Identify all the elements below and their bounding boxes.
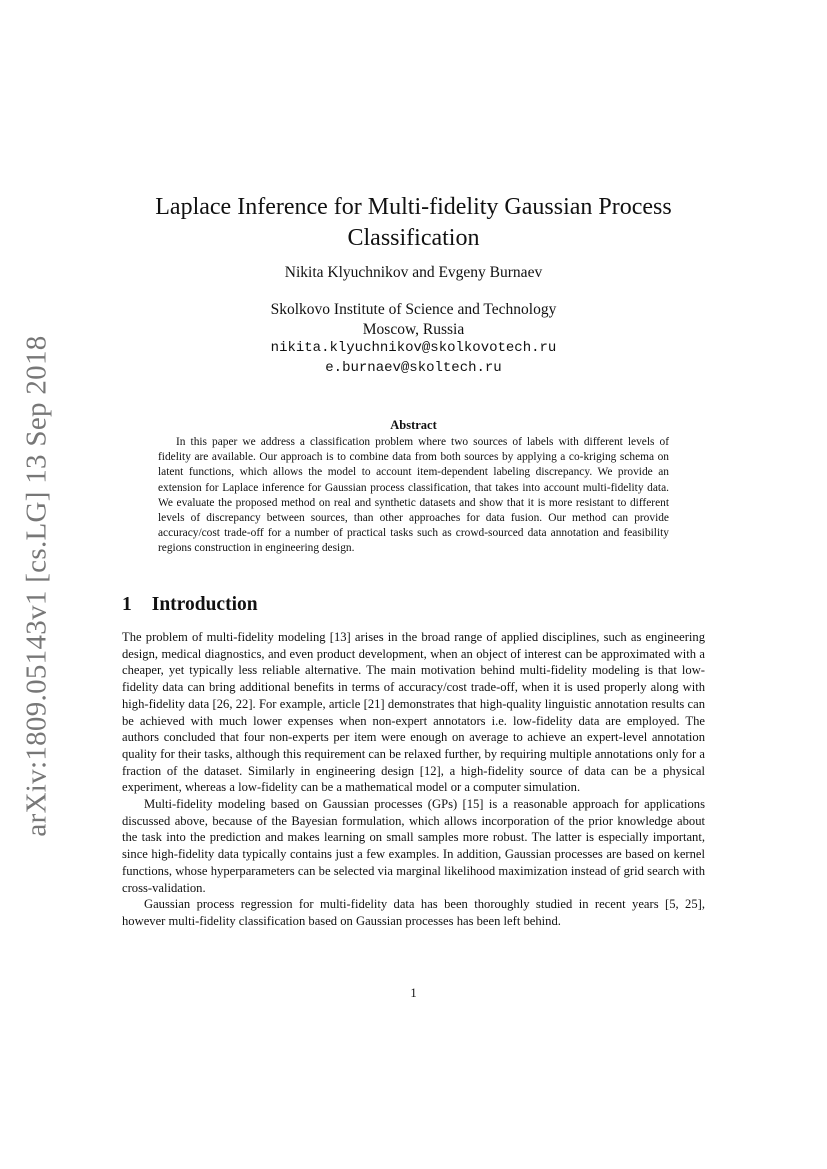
body-paragraph-2: Multi-fidelity modeling based on Gaussian processes (GPs) [15] is a reasonable approach for applications discussed above, because of the Bayesian formulation, which allows incorporation of the prior knowledge about the task into the prediction and makes learning on small samples more robust. The latter is especially important, since high-fidelity data typically contains just a few examples. In addition, Gaussian processes are based on kernel functions, whose hyperparameters can be selected via marginal likelihood maximization instead of grid search with cross-validation. — [122, 797, 705, 895]
author-email-2: e.burnaev@skoltech.ru — [325, 359, 502, 376]
page-number: 1 — [410, 986, 417, 1000]
paper-title-line-2: Classification — [347, 225, 480, 251]
paper-title-line-1: Laplace Inference for Multi-fidelity Gaussian Process — [155, 194, 672, 220]
body-paragraph-1: The problem of multi-fidelity modeling [13] arises in the broad range of applied disciplines, such as engineering design, medical diagnostics, and even product development, when an object of interest can be approximated with a cheaper, yet typically less reliable alternative. The main motivation behind multi-fidelity modeling is that low-fidelity data can bring additional benefits in terms of accuracy/cost trade-off, when it is used properly along with high-fidelity data [26, 22]. For example, article [21] demonstrates that high-quality linguistic annotation results can be achieved with much lower expenses when non-expert annotators i.e. low-fidelity data are employed. The authors concluded that four non-experts per item were enough on average to achieve an expert-level annotation quality for their tasks, although this requirement can be relaxed further, by requiring multiple annotations only for a fraction of the dataset. Similarly in engineering design [12], a high-fidelity source of data can be a physical experiment, whereas a low-fidelity can be a mathematical model or a computer simulation. — [122, 630, 705, 795]
paper-authors: Nikita Klyuchnikov and Evgeny Burnaev — [284, 264, 543, 281]
author-affiliation-block — [122, 300, 705, 378]
paper-title — [122, 192, 705, 254]
introduction-body — [122, 629, 705, 930]
affiliation-location: Moscow, Russia — [362, 320, 465, 338]
author-email-1: nikita.klyuchnikov@skolkovotech.ru — [270, 340, 557, 356]
abstract-heading: Abstract — [390, 418, 437, 432]
affiliation-institution: Skolkovo Institute of Science and Technology — [270, 301, 557, 318]
body-paragraph-3: Gaussian process regression for multi-fidelity data has been thoroughly studied in recent years [5, 25], however multi-fidelity classification based on Gaussian processes has been left behind. — [122, 897, 705, 928]
section-number: 1 — [122, 594, 132, 615]
section-title: Introduction — [151, 594, 258, 615]
section-heading-introduction — [122, 594, 258, 616]
abstract-text: In this paper we address a classification problem where two sources of labels with different levels of fidelity are available. Our approach is to combine data from both sources by applying a co-kriging schema on latent functions, which allows the model to account item-dependent labeling discrepancy. We provide an extension for Laplace inference for Gaussian process classification, that takes into account multi-fidelity data. We evaluate the proposed method on real and synthetic datasets and show that it is more resistant to different levels of discrepancy between sources, than other approaches for data fusion. Our method can provide accuracy/cost trade-off for a number of practical tasks such as crowd-sourced data annotation and feasibility regions construction in engineering design. — [158, 436, 669, 555]
arxiv-identifier-stamp: arXiv:1809.05143v1 [cs.LG] 13 Sep 2018 — [20, 335, 53, 837]
